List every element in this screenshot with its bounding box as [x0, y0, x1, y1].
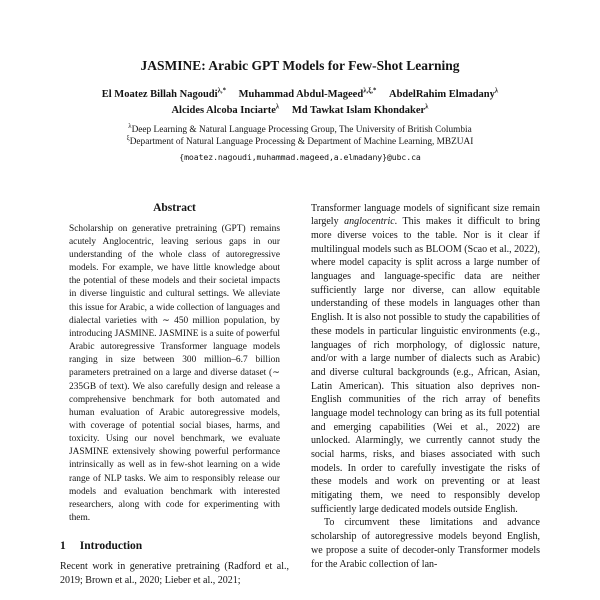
author-4-name: Alcides Alcoba Inciarte — [171, 105, 276, 117]
author-2 — [239, 89, 377, 100]
right-paragraph-1-italic-term: anglocentric — [344, 216, 395, 228]
author-2-name: Muhammad Abdul-Mageed — [238, 89, 364, 100]
author-3-name: AbdelRahim Elmadany — [388, 89, 495, 100]
abstract-text: Scholarship on generative pretraining (GPT) remains acutely Anglocentric, leaving serious gaps in our understanding of the whole class of autoregressive models. For example, we have little knowledge about the potential of these models and their societal impacts in diverse linguistic and cultural settings. We alleviate this issue for Arabic, a wide collection of languages and dialectal varieties with ∼ 450 million population, by introducing JASMINE. JASMINE is a suite of powerful Arabic autoregressive Transformer language models ranging in size between 300 million–6.7 billion parameters pretrained on a large and diverse dataset (∼ 235GB of text). We also carefully design and release a comprehensive benchmark for both automated and human evaluation of Arabic autoregressive models, with coverage of potential social biases, harms, and toxicity. Using our novel benchmark, we evaluate JASMINE extensively showing powerful performance intrinsically as well as in few-shot learning on a wide range of NLP tasks. We aim to responsibly release our models and evaluation benchmark with interested researchers, along with code for experimenting with them. — [69, 223, 280, 524]
affiliation-2-text: Department of Natural Language Processing & Department of Machine Learning, MBZUAI — [129, 137, 474, 148]
author-3 — [389, 89, 498, 100]
right-paragraph-1 — [311, 202, 540, 517]
right-paragraph-1-rest: . This makes it difficult to bring more diverse voices to the table. Nor is it clear if multilingual models such as BLOOM (Scao et al., 2022), where model capacity is split across a large number of languages and language-specific data are neither sufficiently large nor diverse, can allow equitable understanding of these models in languages other than English. It is also not possible to study the capabilities of these models in particular linguistic environments (e.g., languages of rich morphology, of diglossic nature, and/or with a large number of dialects such as Arabic) and diverse cultural backgrounds (e.g., African, Asian, Latin American). This situation also deprives non-English communities of the rich array of benefits language model technology can bring as its full potential and emerging capabilities (Wei et al., 2022) are unlocked. Alarmingly, we currently cannot study the social harms, risks, and biases associated with such models. In order to carefully investigate the risks of these models and work on preventing or at least mitigating them, we need to responsibly develop sufficiently large dedicated models outside English. — [311, 216, 540, 515]
section-1-title: Introduction — [79, 540, 143, 553]
right-column — [311, 202, 540, 588]
author-1-name: El Moatez Billah Nagoudi — [101, 89, 218, 100]
author-line-2 — [60, 103, 540, 119]
author-5 — [292, 105, 429, 116]
author-5-name: Md Tawkat Islam Khondaker — [291, 105, 426, 117]
affiliation-2-mark: ξ — [126, 134, 130, 142]
author-3-affil-mark: λ — [494, 87, 499, 95]
paper-title: JASMINE: Arabic GPT Models for Few-Shot Learning — [140, 58, 460, 73]
affiliation-1-text: Deep Learning & Natural Language Processing Group, The University of British Columbia — [131, 124, 472, 135]
right-paragraph-2: To circumvent these limitations and advance scholarship of autoregressive models beyond English, we propose a suite of decoder-only Transformer models for the Arabic collection of lan- — [311, 517, 540, 570]
affiliation-2 — [60, 136, 540, 149]
introduction-paragraph: Recent work in generative pretraining (Radford et al., 2019; Brown et al., 2020; Lieber et al., 2021; — [60, 561, 289, 586]
affiliation-list — [60, 124, 540, 149]
author-2-affil-mark: λ,ξ,* — [363, 87, 377, 95]
affiliation-1-mark: λ — [128, 122, 132, 130]
author-4-affil-mark: λ — [275, 103, 280, 111]
abstract-heading: Abstract — [153, 201, 196, 214]
left-column — [60, 202, 289, 588]
contact-email: {moatez.nagoudi,muhammad.mageed,a.elmadany}@ubc.ca — [179, 151, 421, 162]
section-1-number: 1 — [60, 540, 66, 553]
author-line-1 — [60, 87, 540, 103]
right-paragraph-1-start: Transformer language models of significant size remain largely — [311, 202, 540, 228]
author-4 — [171, 105, 279, 116]
author-5-affil-mark: λ — [425, 103, 429, 111]
affiliation-1 — [60, 124, 540, 137]
two-column-body — [60, 202, 540, 588]
author-1-affil-mark: λ,* — [217, 87, 226, 95]
author-1 — [102, 89, 226, 100]
author-list — [60, 87, 540, 120]
section-1-heading — [60, 540, 289, 552]
